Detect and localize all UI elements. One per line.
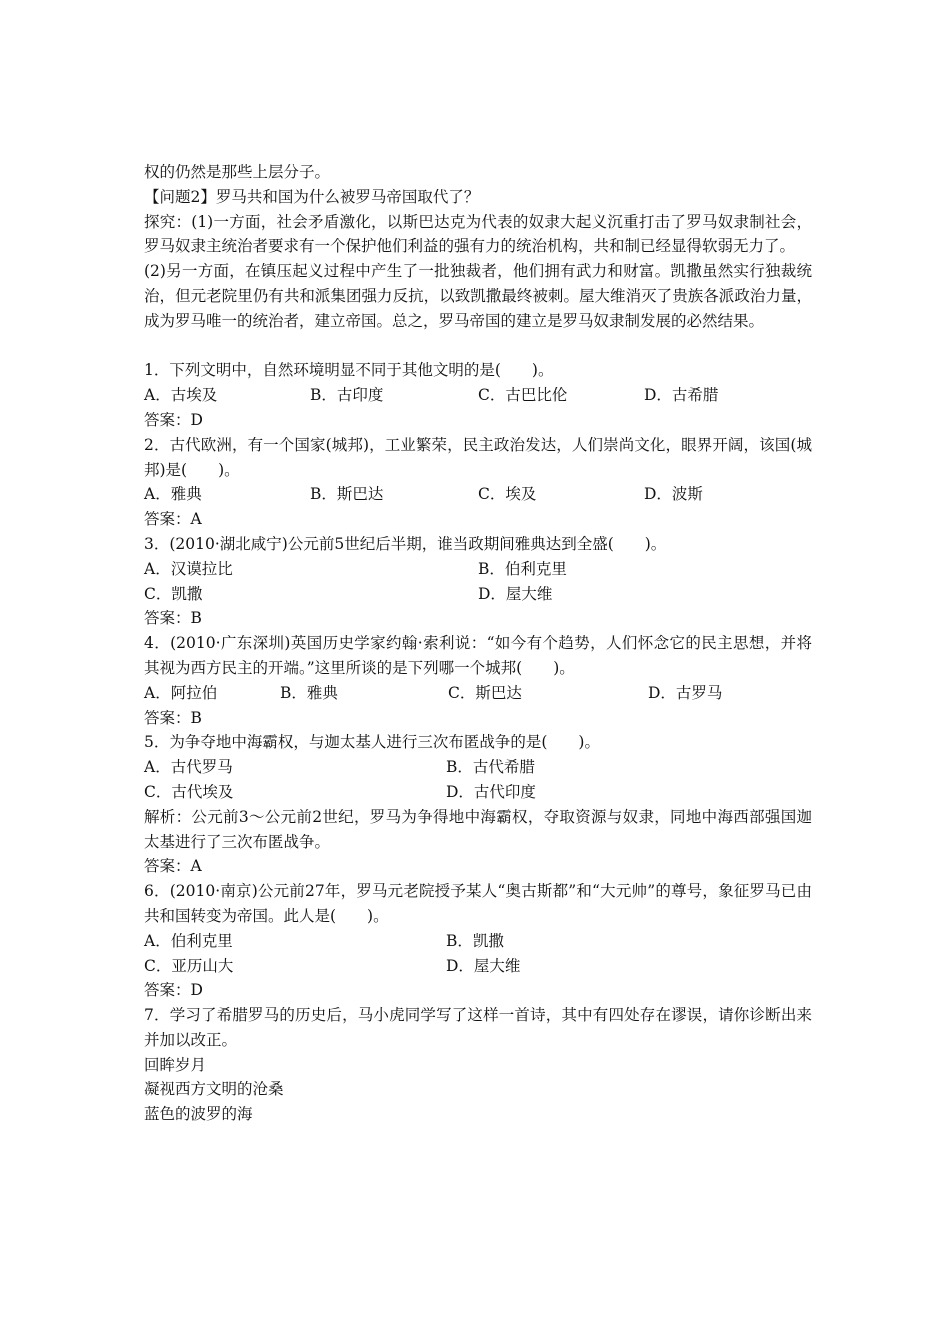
options-row bbox=[144, 954, 812, 979]
question-stem: 5．为争夺地中海霸权，与迦太基人进行三次布匿战争的是( )。 bbox=[144, 733, 600, 752]
question-2-title: 【问题2】罗马共和国为什么被罗马帝国取代了？ bbox=[144, 187, 480, 206]
answer: 答案：D bbox=[144, 410, 203, 429]
question-7 bbox=[144, 1003, 812, 1127]
option-a: A．雅典 bbox=[144, 485, 202, 504]
blank-line bbox=[144, 334, 812, 359]
options-row bbox=[144, 582, 812, 607]
option-a: A．古代罗马 bbox=[144, 758, 233, 777]
option-c: C．亚历山大 bbox=[144, 956, 234, 975]
answer: 答案：B bbox=[144, 609, 202, 628]
option-a: A．伯利克里 bbox=[144, 931, 233, 950]
analysis: 解析：公元前3～公元前2世纪，罗马为争得地中海霸权，夺取资源与奴隶，同地中海西部强国迦太基进行了三次布匿战争。 bbox=[144, 807, 812, 851]
option-c: C．斯巴达 bbox=[448, 683, 522, 702]
option-c: C．古代埃及 bbox=[144, 782, 234, 801]
options-row bbox=[144, 681, 812, 706]
paragraph-continuation: 权的仍然是那些上层分子。 bbox=[144, 163, 331, 181]
option-d: D．波斯 bbox=[644, 485, 703, 504]
option-b: B．古代希腊 bbox=[446, 758, 535, 777]
option-c: C．古巴比伦 bbox=[478, 386, 568, 405]
option-c: C．凯撒 bbox=[144, 584, 203, 603]
poem-line: 蓝色的波罗的海 bbox=[144, 1105, 253, 1124]
option-d: D．屋大维 bbox=[446, 956, 521, 975]
option-b: B．斯巴达 bbox=[310, 485, 384, 504]
poem-line: 凝视西方文明的沧桑 bbox=[144, 1080, 284, 1099]
option-d: D．古希腊 bbox=[644, 386, 719, 405]
option-b: B．雅典 bbox=[280, 683, 338, 702]
question-stem: 1．下列文明中，自然环境明显不同于其他文明的是( )。 bbox=[144, 361, 554, 380]
answer: 答案：D bbox=[144, 981, 203, 1000]
option-b: B．凯撒 bbox=[446, 931, 504, 950]
question-stem: 7．学习了希腊罗马的历史后，马小虎同学写了这样一首诗，其中有四处存在谬误，请你诊断出来并加以改正。 bbox=[144, 1006, 812, 1049]
answer: 答案：A bbox=[144, 857, 202, 876]
question-5 bbox=[144, 730, 812, 879]
answer: 答案：B bbox=[144, 708, 202, 727]
option-d: D．古罗马 bbox=[648, 683, 723, 702]
question-3 bbox=[144, 532, 812, 631]
question-1 bbox=[144, 358, 812, 432]
options-row bbox=[144, 929, 812, 954]
exploration-paragraph-2: (2)另一方面，在镇压起义过程中产生了一批独裁者，他们拥有武力和财富。凯撒虽然实行独裁统治，但元老院里仍有共和派集团强力反抗，以致凯撒最终被刺。屋大维消灭了贵族各派政治力量，成为罗马唯一的统治者，建立帝国。总之，罗马帝国的建立是罗马奴隶制发展的必然结果。 bbox=[144, 262, 812, 330]
option-d: D．屋大维 bbox=[478, 584, 553, 603]
question-stem: 6．(2010·南京)公元前27年，罗马元老院授予某人“奥古斯都”和“大元帅”的尊号，象征罗马已由共和国转变为帝国。此人是( )。 bbox=[144, 882, 812, 925]
option-a: A．阿拉伯 bbox=[144, 683, 218, 702]
poem-line: 回眸岁月 bbox=[144, 1055, 207, 1074]
option-a: A．古埃及 bbox=[144, 386, 218, 405]
question-4 bbox=[144, 631, 812, 730]
option-a: A．汉谟拉比 bbox=[144, 559, 233, 578]
option-b: B．伯利克里 bbox=[478, 559, 567, 578]
option-b: B．古印度 bbox=[310, 386, 384, 405]
options-row bbox=[144, 482, 812, 507]
options-row bbox=[144, 557, 812, 582]
question-stem: 4．(2010·广东深圳)英国历史学家约翰·索利说：“如今有个趋势，人们怀念它的民主思想，并将其视为西方民主的开端。”这里所谈的是下列哪一个城邦( )。 bbox=[144, 634, 812, 677]
question-stem: 2．古代欧洲，有一个国家(城邦)，工业繁荣，民主政治发达，人们崇尚文化，眼界开阔，该国(城邦)是( )。 bbox=[144, 435, 812, 479]
exploration-paragraph-1: 探究：(1)一方面，社会矛盾激化，以斯巴达克为代表的奴隶大起义沉重打击了罗马奴隶制社会，罗马奴隶主统治者要求有一个保护他们利益的强有力的统治机构，共和制已经显得软弱无力了。 bbox=[144, 212, 812, 256]
options-row bbox=[144, 780, 812, 805]
document-body bbox=[144, 160, 812, 1127]
answer: 答案：A bbox=[144, 510, 202, 529]
question-6 bbox=[144, 879, 812, 1003]
options-row bbox=[144, 755, 812, 780]
option-d: D．古代印度 bbox=[446, 782, 536, 801]
question-stem: 3．(2010·湖北咸宁)公元前5世纪后半期，谁当政期间雅典达到全盛( )。 bbox=[144, 534, 667, 553]
option-c: C．埃及 bbox=[478, 485, 537, 504]
options-row bbox=[144, 383, 812, 408]
question-2 bbox=[144, 433, 812, 532]
